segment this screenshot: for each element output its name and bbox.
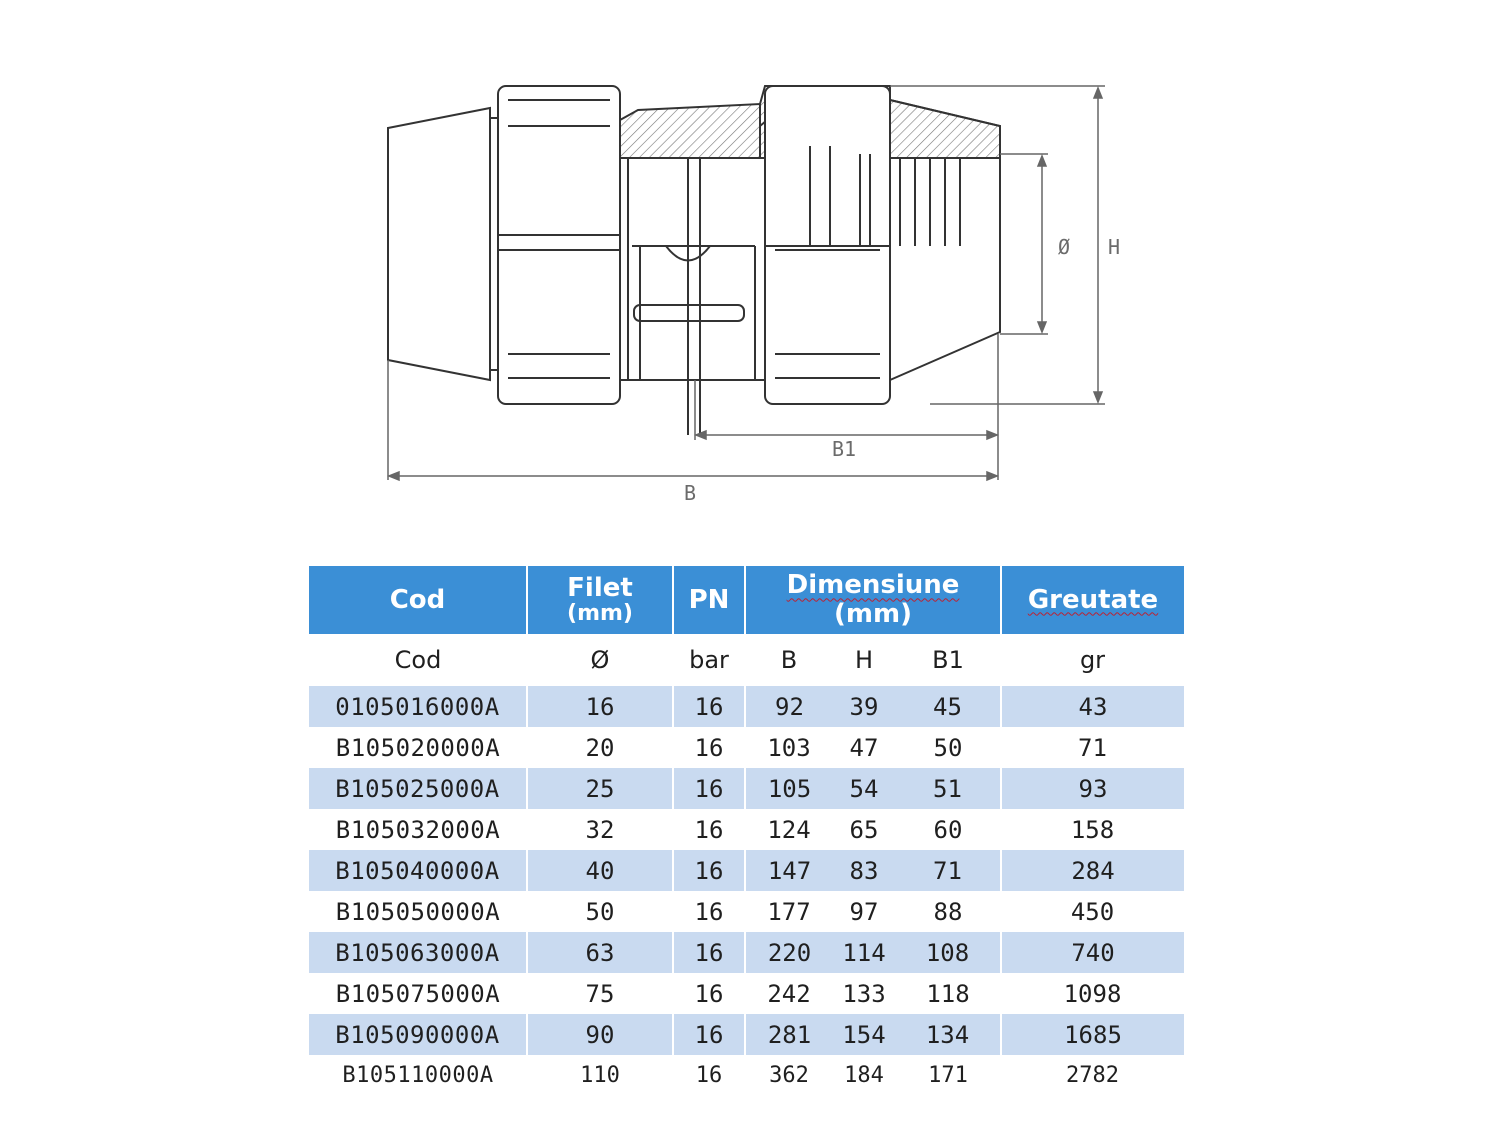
cell-gr: 450	[1070, 897, 1115, 926]
cell-gr: 740	[1001, 932, 1184, 973]
cell-h: 184	[844, 1063, 884, 1088]
header-dimensiune-unit: (mm)	[834, 599, 912, 629]
table-row	[309, 686, 1184, 727]
table-header-row	[309, 566, 1184, 634]
cell-filet: 90	[527, 1014, 673, 1055]
cell-b: 147	[745, 850, 833, 891]
cell-b: 362	[769, 1063, 809, 1088]
unit-greutate: gr	[1001, 634, 1184, 686]
cell-gr: 2782	[1066, 1063, 1119, 1088]
fitting-technical-drawing	[370, 70, 1150, 520]
cell-b1: 45	[895, 686, 1001, 727]
cell-pn: 16	[673, 1014, 745, 1055]
cell-filet: 110	[580, 1063, 620, 1088]
header-greutate-label: Greutate	[1027, 584, 1159, 615]
cell-gr: 284	[1001, 850, 1184, 891]
table-row	[309, 727, 1184, 768]
cell-filet: 16	[527, 686, 673, 727]
cell-gr: 71	[1078, 733, 1107, 762]
cell-b1: 108	[895, 932, 1001, 973]
cell-h: 47	[849, 733, 879, 762]
header-dimensiune	[745, 566, 1001, 634]
cell-gr: 158	[1070, 815, 1115, 844]
cell-cod: B105110000A	[342, 1063, 494, 1088]
table-row	[309, 973, 1184, 1014]
cell-cod: B105090000A	[309, 1014, 527, 1055]
header-greutate	[1001, 566, 1184, 634]
header-dimensiune-label: Dimensiune	[786, 570, 960, 601]
header-filet-unit: (mm)	[567, 601, 633, 627]
unit-filet: Ø	[527, 634, 673, 686]
table-row	[309, 850, 1184, 891]
cell-cod: B105075000A	[335, 979, 501, 1008]
header-cod: Cod	[309, 566, 527, 634]
unit-pn: bar	[673, 634, 745, 686]
cell-b1: 88	[933, 897, 963, 926]
cell-h: 114	[833, 932, 895, 973]
cell-cod: B105040000A	[309, 850, 527, 891]
table-row	[309, 1055, 1184, 1096]
cell-cod: B105020000A	[335, 733, 501, 762]
cell-filet: 25	[527, 768, 673, 809]
cell-cod: 0105016000A	[309, 686, 527, 727]
unit-cod: Cod	[309, 634, 527, 686]
unit-b1: B1	[895, 634, 1001, 686]
cell-cod: B105032000A	[335, 815, 501, 844]
cell-b: 242	[767, 979, 811, 1008]
cell-b: 124	[767, 815, 811, 844]
spec-table	[309, 566, 1184, 1096]
cell-gr: 93	[1001, 768, 1184, 809]
label-height: H	[1108, 235, 1121, 259]
label-b: B	[684, 481, 697, 505]
cell-pn: 16	[695, 1063, 723, 1088]
cell-gr: 43	[1001, 686, 1184, 727]
fitting-outline	[388, 86, 1000, 435]
cell-b1: 51	[895, 768, 1001, 809]
cell-b1: 171	[928, 1063, 968, 1088]
label-diameter: Ø	[1058, 235, 1071, 259]
cell-b: 281	[745, 1014, 833, 1055]
cell-filet: 32	[585, 815, 615, 844]
cell-cod: B105050000A	[335, 897, 501, 926]
cell-pn: 16	[694, 733, 724, 762]
cell-b1: 134	[895, 1014, 1001, 1055]
cell-h: 39	[833, 686, 895, 727]
cell-filet: 20	[585, 733, 615, 762]
header-pn: PN	[673, 566, 745, 634]
cell-b: 105	[745, 768, 833, 809]
fitting-drawing-svg	[370, 70, 1150, 520]
cell-gr: 1685	[1001, 1014, 1184, 1055]
cell-filet: 75	[585, 979, 615, 1008]
table-row	[309, 932, 1184, 973]
cell-h: 65	[849, 815, 879, 844]
cell-pn: 16	[673, 850, 745, 891]
table-row	[309, 809, 1184, 850]
cell-pn: 16	[694, 979, 724, 1008]
cell-b1: 71	[895, 850, 1001, 891]
cell-h: 154	[833, 1014, 895, 1055]
table-row	[309, 768, 1184, 809]
cell-pn: 16	[694, 815, 724, 844]
cell-filet: 63	[527, 932, 673, 973]
label-b1: B1	[832, 437, 857, 461]
cell-pn: 16	[694, 897, 724, 926]
table-row	[309, 891, 1184, 932]
cell-b: 220	[745, 932, 833, 973]
cell-b: 92	[745, 686, 833, 727]
cell-filet: 40	[527, 850, 673, 891]
cell-filet: 50	[585, 897, 615, 926]
cell-b: 103	[767, 733, 811, 762]
cell-h: 54	[833, 768, 895, 809]
cell-gr: 1098	[1063, 979, 1122, 1008]
unit-b: B	[745, 634, 833, 686]
cell-b1: 60	[933, 815, 963, 844]
cell-h: 83	[833, 850, 895, 891]
table-row	[309, 1014, 1184, 1055]
cell-h: 133	[842, 979, 886, 1008]
cell-pn: 16	[673, 686, 745, 727]
unit-h: H	[833, 634, 895, 686]
cell-cod: B105025000A	[309, 768, 527, 809]
cell-pn: 16	[673, 768, 745, 809]
table-units-row	[309, 634, 1184, 686]
cell-b: 177	[767, 897, 811, 926]
cell-cod: B105063000A	[309, 932, 527, 973]
cell-b1: 50	[933, 733, 963, 762]
cell-h: 97	[849, 897, 879, 926]
cell-b1: 118	[926, 979, 970, 1008]
header-filet-label: Filet	[567, 572, 633, 603]
cell-pn: 16	[673, 932, 745, 973]
header-filet	[527, 566, 673, 634]
